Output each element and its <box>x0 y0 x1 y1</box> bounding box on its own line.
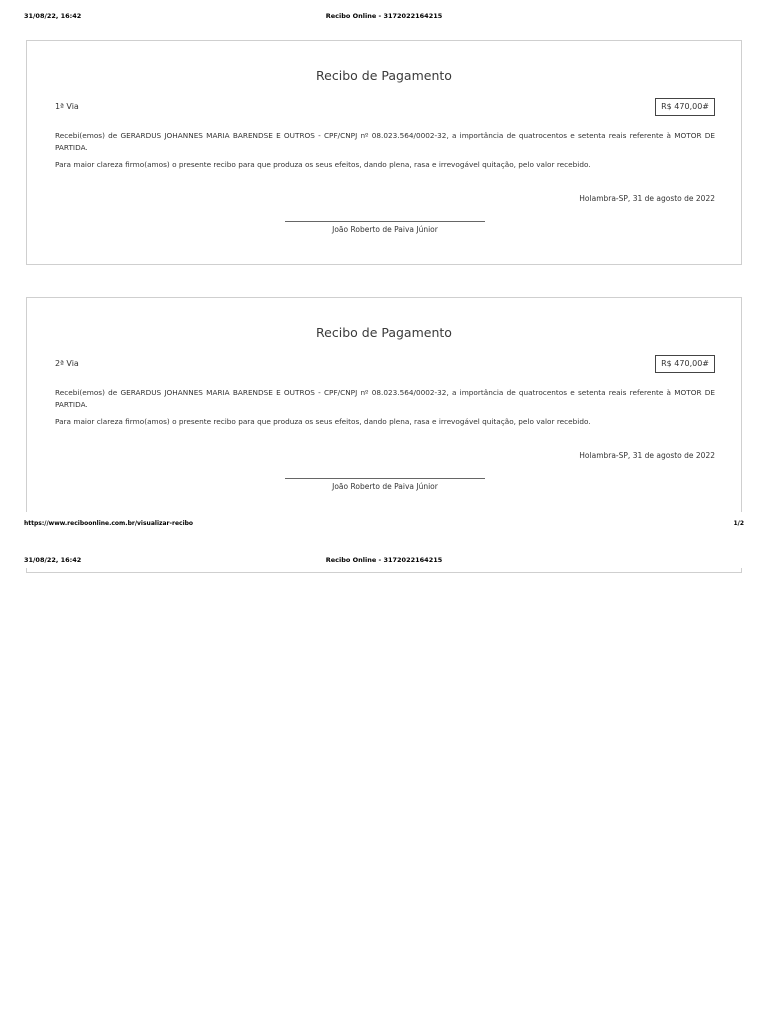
receipt-body <box>55 130 715 171</box>
receipt-title: Recibo de Pagamento <box>316 68 452 83</box>
receipt-first-copy <box>26 40 742 265</box>
receipt-place-date: Holambra-SP, 31 de agosto de 2022 <box>579 451 715 460</box>
receipt-clarification: Para maior clareza firmo(amos) o presente recibo para que produza os seus efeitos, dando plena, rasa e irrevogável quitação, pelo valor recebido. <box>55 160 591 169</box>
receipt-statement: Recebi(emos) de GERARDUS JOHANNES MARIA BARENDSE E OUTROS - CPF/CNPJ nº 08.023.564/0002-32, a importância de quatrocentos e setenta reais referente à MOTOR DE PARTIDA. <box>55 131 715 152</box>
signatory-name: João Roberto de Paiva Júnior <box>332 482 438 491</box>
receipt-title: Recibo de Pagamento <box>316 325 452 340</box>
receipt-amount: R$ 470,00# <box>655 98 715 116</box>
page2-receipt-border <box>26 568 742 573</box>
receipt-second-copy <box>26 297 742 512</box>
print-datetime-page2: 31/08/22, 16:42 <box>24 556 82 564</box>
receipt-place-date: Holambra-SP, 31 de agosto de 2022 <box>579 194 715 203</box>
page-url: https://www.reciboonline.com.br/visualizar-recibo <box>24 520 194 527</box>
print-datetime: 31/08/22, 16:42 <box>24 12 82 20</box>
signature-line <box>285 478 485 479</box>
page-number: 1/2 <box>733 520 744 527</box>
receipt-via: 1ª Via <box>55 102 79 111</box>
print-doc-title: Recibo Online - 3172022164215 <box>325 12 443 20</box>
receipt-statement: Recebi(emos) de GERARDUS JOHANNES MARIA BARENDSE E OUTROS - CPF/CNPJ nº 08.023.564/0002-32, a importância de quatrocentos e setenta reais referente à MOTOR DE PARTIDA. <box>55 388 715 409</box>
receipt-via: 2ª Via <box>55 359 79 368</box>
receipt-amount: R$ 470,00# <box>655 355 715 373</box>
signature-line <box>285 221 485 222</box>
receipt-body <box>55 387 715 428</box>
receipt-clarification: Para maior clareza firmo(amos) o presente recibo para que produza os seus efeitos, dando plena, rasa e irrevogável quitação, pelo valor recebido. <box>55 417 591 426</box>
signatory-name: João Roberto de Paiva Júnior <box>332 225 438 234</box>
print-doc-title-page2: Recibo Online - 3172022164215 <box>325 556 443 564</box>
